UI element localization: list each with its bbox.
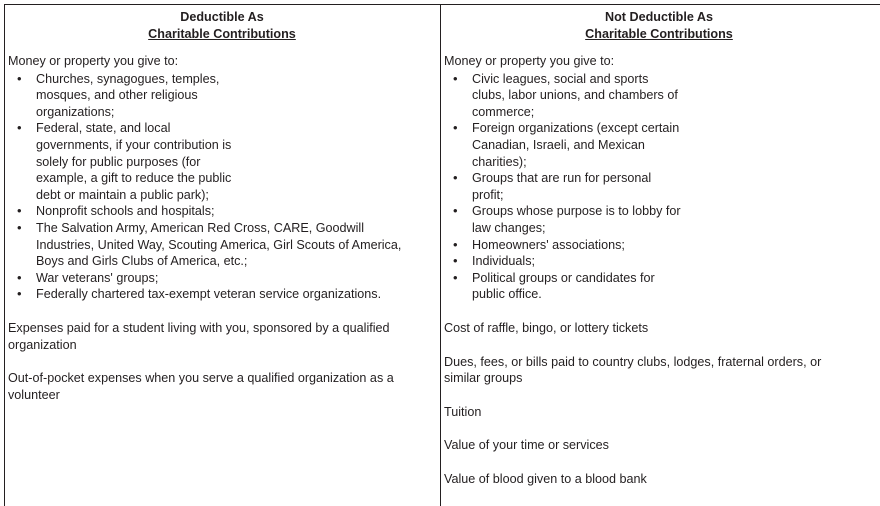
list-item: • Churches, synagogues, temples, mosques, and other religious organizations;: [8, 71, 436, 121]
not-deductible-paragraph: Value of your time or services: [444, 438, 609, 453]
list-item: • Foreign organizations (except certain Canadian, Israeli, and Mexican charities);: [444, 120, 874, 170]
not-deductible-paragraph: Cost of raffle, bingo, or lottery tickets: [444, 320, 649, 335]
not-deductible-header: [444, 4, 874, 47]
deductible-header-line1: Deductible As: [180, 10, 264, 24]
list-item: • War veterans' groups;: [8, 270, 436, 287]
not-deductible-paragraph: Tuition: [444, 404, 482, 419]
deductible-paragraph: Out-of-pocket expenses when you serve a qualified organization as a volunteer: [8, 371, 394, 402]
list-item: • The Salvation Army, American Red Cross, CARE, Goodwill Industries, United Way, Scouting America, Girl Scouts of America, Boys and Girls Clubs of America, etc.;: [8, 220, 436, 270]
list-item: • Political groups or candidates for public office.: [444, 270, 874, 303]
list-item: • Homeowners' associations;: [444, 237, 874, 254]
not-deductible-header-line1: Not Deductible As: [605, 10, 713, 24]
not-deductible-paragraph: Value of blood given to a blood bank: [444, 471, 647, 486]
list-item: • Nonprofit schools and hospitals;: [8, 203, 436, 220]
deductible-header: [8, 4, 436, 47]
not-deductible-list: [444, 71, 874, 303]
not-deductible-intro: Money or property you give to:: [444, 54, 615, 68]
not-deductible-column: [444, 4, 874, 487]
not-deductible-header-line2: Charitable Contributions: [585, 27, 733, 41]
list-item: • Federal, state, and local governments, if your contribution is solely for public purposes (for example, a gift to reduce the public debt or maintain a public park);: [8, 120, 436, 203]
table-left-rule: [4, 4, 5, 506]
not-deductible-paragraph: Dues, fees, or bills paid to country clubs, lodges, fraternal orders, or similar groups: [444, 354, 822, 386]
deductible-column: [8, 4, 436, 403]
list-item: • Groups whose purpose is to lobby for law changes;: [444, 203, 874, 236]
deductible-paragraph: Expenses paid for a student living with you, sponsored by a qualified organization: [8, 320, 390, 352]
list-item: • Individuals;: [444, 253, 874, 270]
list-item: • Groups that are run for personal profit;: [444, 170, 874, 203]
column-divider: [440, 4, 441, 506]
list-item: • Civic leagues, social and sports clubs, labor unions, and chambers of commerce;: [444, 71, 874, 121]
deductible-intro: Money or property you give to:: [8, 54, 179, 68]
deductible-list: [8, 71, 436, 303]
list-item: • Federally chartered tax-exempt veteran service organizations.: [8, 286, 436, 303]
deductible-header-line2: Charitable Contributions: [148, 27, 296, 41]
